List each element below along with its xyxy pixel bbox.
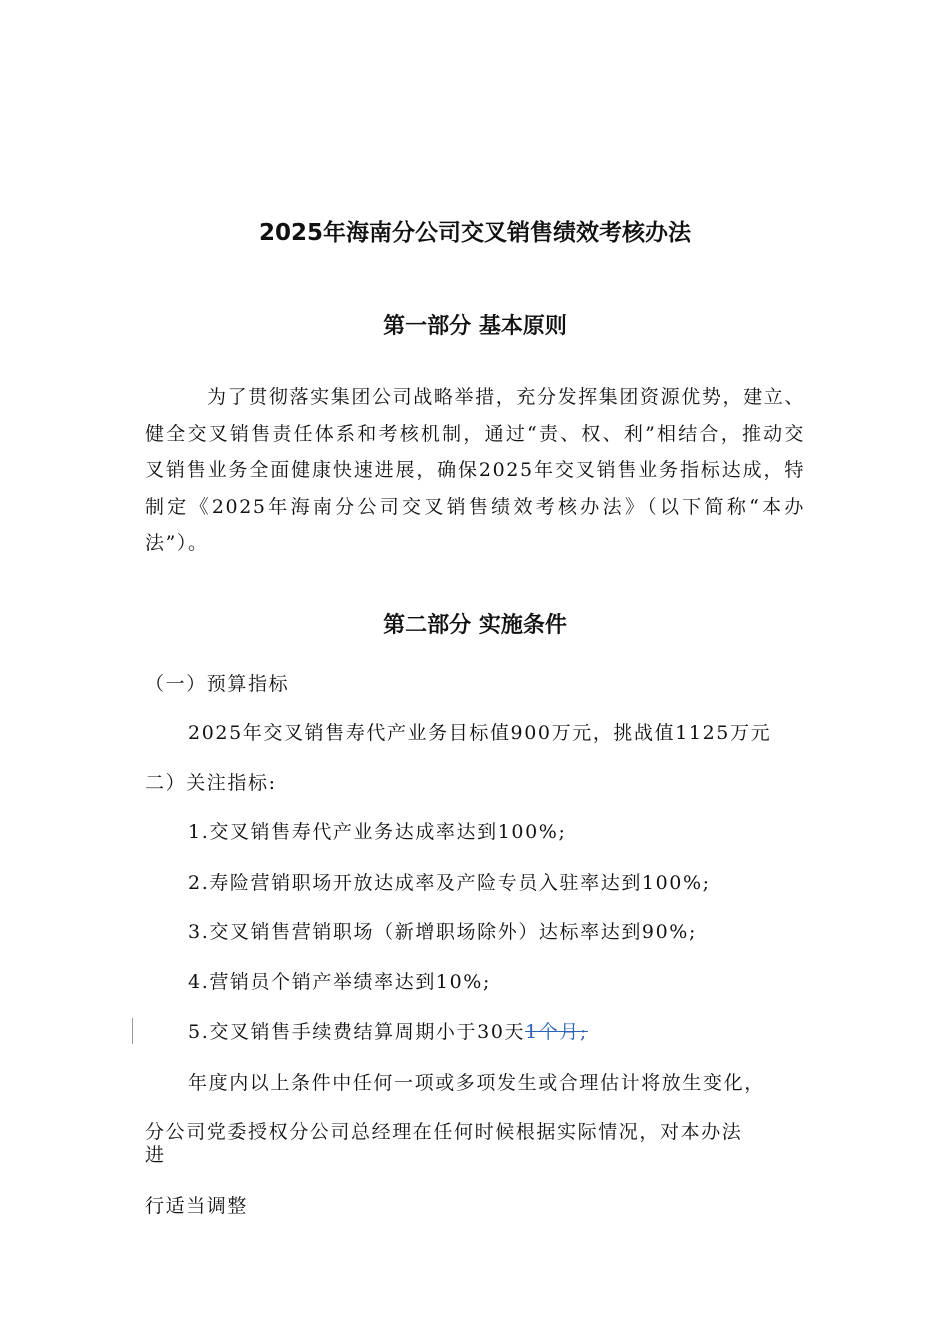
focus-item-3: 3.交叉销售营销职场（新增职场除外）达标率达到90%; (188, 921, 697, 943)
part1-heading: 第一部分 基本原则 (383, 314, 567, 339)
closing-line-2: 分公司党委授权分公司总经理在任何时候根据实际情况，对本办法 (145, 1121, 743, 1143)
focus-item-2: 2.寿险营销职场开放达成率及产险专员入驻率达到100%; (188, 872, 711, 894)
part1-paragraph (145, 379, 805, 562)
focus-item-5-text: 5.交叉销售手续费结算周期小于30天 (188, 1021, 526, 1043)
closing-line-4: 行适当调整 (145, 1195, 249, 1217)
closing-line-3: 进 (145, 1144, 166, 1166)
document-title: 2025年海南分公司交叉销售绩效考核办法 (258, 220, 691, 246)
focus-item-4: 4.营销员个销产举绩率达到10%; (188, 971, 491, 993)
revision-change-bar (132, 1018, 133, 1044)
focus-item-1: 1.交叉销售寿代产业务达成率达到100%; (188, 821, 567, 843)
budget-text: 2025年交叉销售寿代产业务目标值900万元，挑战值1125万元 (188, 722, 772, 744)
closing-line-1: 年度内以上条件中任何一项或多项发生或合理估计将放生变化， (188, 1072, 765, 1094)
part1-paragraph-text: 为了贯彻落实集团公司战略举措，充分发挥集团资源优势，建立、健全交叉销售责任体系和考核机制，通过“责、权、利”相结合，推动交叉销售业务全面健康快速进展，确保2025年交叉销售业务指标达成，特制定《2025年海南分公司交叉销售绩效考核办法》（以下简称“本办法”）。 (145, 386, 805, 554)
budget-label: （一）预算指标 (145, 673, 290, 695)
focus-label: 二）关注指标: (145, 772, 277, 794)
focus-item-5 (188, 1018, 588, 1046)
tracked-deletion: 1个月; (525, 1021, 588, 1043)
part2-heading: 第二部分 实施条件 (383, 613, 567, 638)
